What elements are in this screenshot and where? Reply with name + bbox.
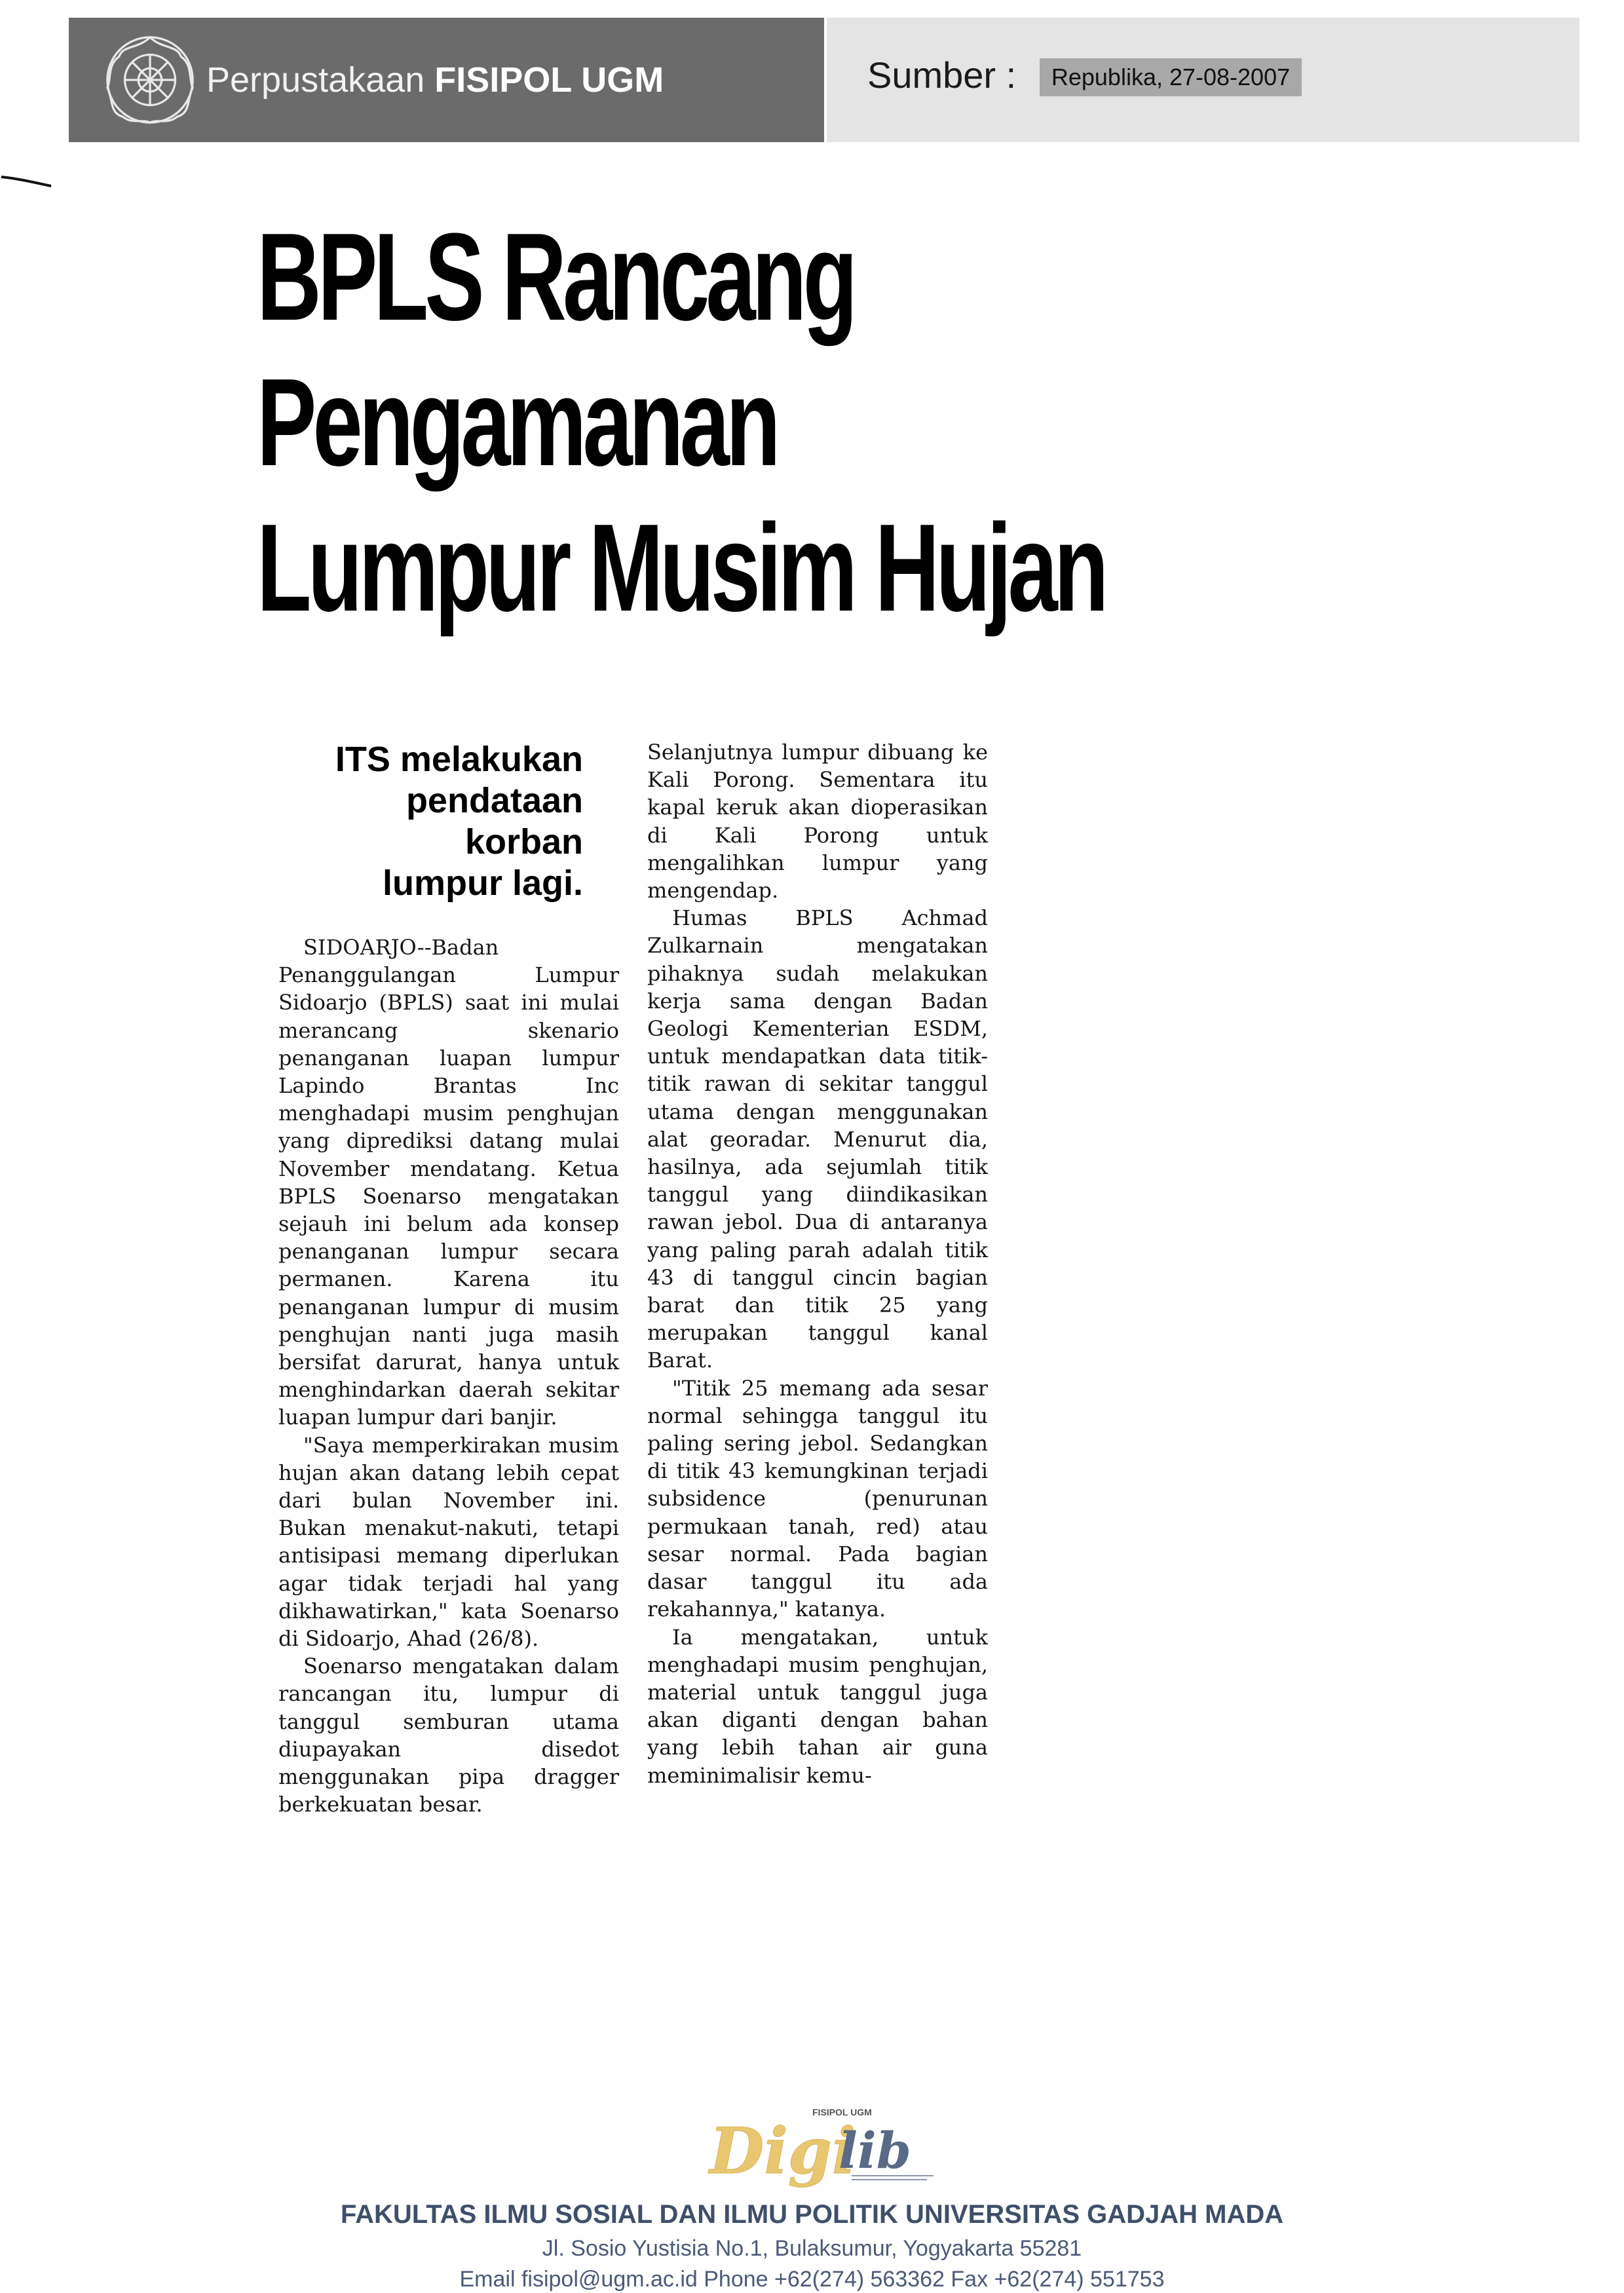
source-label: Sumber : <box>867 54 1017 96</box>
footer-address: Jl. Sosio Yustisia No.1, Bulaksumur, Yogyakarta 55281 <box>542 2236 1082 2261</box>
headline-line: BPLS Rancang <box>257 208 854 347</box>
digilib-logo <box>704 2100 947 2188</box>
article-column-right <box>647 738 988 1789</box>
headline-line: Lumpur Musim Hujan <box>257 499 1105 637</box>
subheadline-line: ITS melakukan <box>335 740 583 779</box>
article-paragraph: Ia mengatakan, untuk menghadapi musim penghujan, material untuk tanggul juga akan diganti dengan bahan yang lebih tahan air guna meminimalisir kemu- <box>647 1624 988 1788</box>
article-column-left <box>278 934 619 1819</box>
subheadline-line: lumpur lagi. <box>382 863 583 903</box>
digilib-logo-lib: lib <box>839 2121 911 2180</box>
ugm-seal-icon <box>102 31 198 128</box>
article-paragraph: "Saya memperkirakan musim hujan akan datang lebih cepat dari bulan November ini. Bukan menakut-nakuti, tetapi antisipasi memang diperlukan agar tidak terjadi hal yang dikhawatirkan," kata Soenarso di Sidoarjo, Ahad (26/8). <box>278 1432 619 1652</box>
digilib-logo-small-text: FISIPOL UGM <box>812 2107 872 2117</box>
library-name: Perpustakaan FISIPOL UGM <box>206 60 664 100</box>
footer-faculty: FAKULTAS ILMU SOSIAL DAN ILMU POLITIK UNIVERSITAS GADJAH MADA <box>340 2200 1284 2229</box>
headline-line: Pengamanan <box>257 353 777 492</box>
article-paragraph: Selanjutnya lumpur dibuang ke Kali Porong. Sementara itu kapal keruk akan dioperasikan di Kali Porong untuk mengalihkan lumpur yang mengendap. <box>647 740 988 903</box>
subheadline-line: pendataan korban <box>406 781 583 862</box>
article-paragraph: Humas BPLS Achmad Zulkarnain mengatakan pihaknya sudah melakukan kerja sama dengan Badan Geologi Kementerian ESDM, untuk mendapatkan data titik-titik rawan di sekitar tanggul utama dengan menggunakan alat georadar. Menurut dia, hasilnya, ada sejumlah titik tanggul yang diindikasikan rawan jebol. Dua di antaranya yang paling parah adalah titik 43 di tanggul cincin bagian barat dan titik 25 yang merupakan tanggul kanal Barat. <box>647 905 988 1373</box>
digilib-logo-digi: Digi <box>709 2114 856 2188</box>
source-value: Republika, 27-08-2007 <box>1040 58 1302 96</box>
article-paragraph: SIDOARJO--Badan Penanggulangan Lumpur Sidoarjo (BPLS) saat ini mulai merancang skenario penanganan luapan lumpur Lapindo Brantas Inc menghadapi musim penghujan yang diprediksi datang mulai November mendatang. Ketua BPLS Soenarso mengatakan sejauh ini belum ada konsep penanganan lumpur secara permanen. Karena itu penanganan lumpur di musim penghujan nanti juga masih bersifat darurat, hanya untuk menghindarkan daerah sekitar luapan lumpur dari banjir. <box>278 935 619 1430</box>
scan-mark <box>1 172 52 191</box>
headline <box>257 204 1105 641</box>
source-banner <box>827 18 1579 142</box>
footer-contact: Email fisipol@ugm.ac.id Phone +62(274) 563362 Fax +62(274) 551753 <box>459 2267 1165 2292</box>
article-paragraph: "Titik 25 memang ada sesar normal sehingga tanggul itu paling sering jebol. Sedangkan di titik 43 kemungkinan terjadi subsidence (penurunan permukaan tanah, red) atau sesar normal. Pada bagian dasar tanggul itu ada rekahannya," katanya. <box>647 1375 988 1622</box>
subheadline <box>308 739 583 904</box>
article-paragraph: Soenarso mengatakan dalam rancangan itu, lumpur di tanggul semburan utama diupayakan disedot menggunakan pipa dragger berkekuatan besar. <box>278 1654 619 1817</box>
library-banner <box>69 18 824 142</box>
